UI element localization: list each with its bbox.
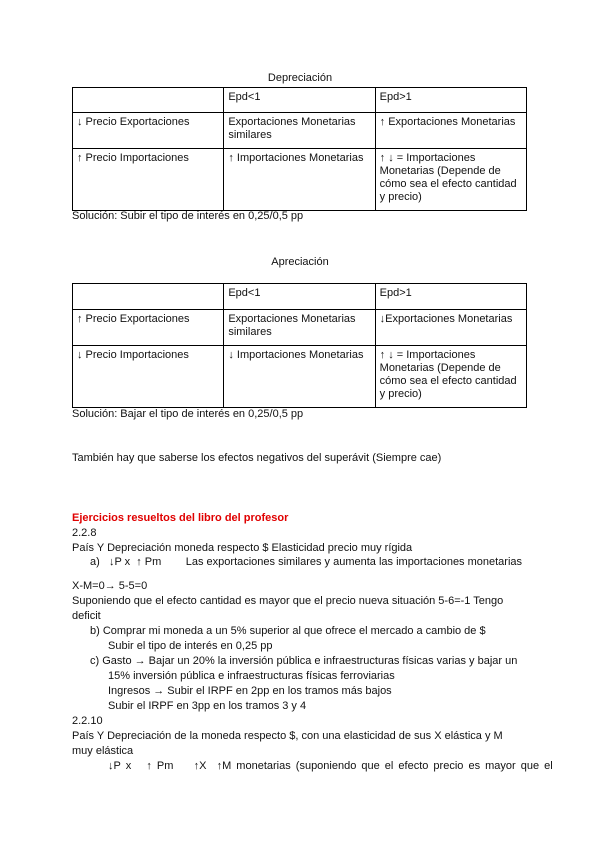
cell: ↑ Precio Exportaciones xyxy=(73,310,224,346)
appreciation-table xyxy=(72,283,527,408)
exercise-number: 2.2.10 xyxy=(72,715,103,727)
table-row xyxy=(73,113,527,149)
cell: ↑ ↓ = Importaciones Monetarias (Depende de cómo sea el efecto cantidad y precio) xyxy=(375,346,526,408)
cell: ↑ Precio Importaciones xyxy=(73,149,224,211)
text-line: Ingresos → Subir el IRPF en 2pp en los tramos más bajos xyxy=(108,685,392,697)
cell: ↓ Precio Importaciones xyxy=(73,346,224,408)
text-line: muy elástica xyxy=(72,745,134,757)
text-line: ↓P x ↑ Pm ↑X ↑M monetarias (suponiendo que el efecto precio es mayor que el xyxy=(108,760,553,772)
list-item: b) Comprar mi moneda a un 5% superior al que ofrece el mercado a cambio de $ xyxy=(90,625,486,637)
depreciation-table xyxy=(72,87,527,211)
text-line: Subir el IRPF en 3pp en los tramos 3 y 4 xyxy=(108,700,307,712)
text-line: 15% inversión pública e infraestructuras físicas ferroviarias xyxy=(108,670,395,682)
cell: Epd>1 xyxy=(375,88,526,113)
list-item: c) Gasto → Bajar un 20% la inversión pública e infraestructuras físicas varias y bajar un xyxy=(90,655,518,667)
cell: ↑ Exportaciones Monetarias xyxy=(375,113,526,149)
solution-apreciacion: Solución: Bajar el tipo de interés en 0,25/0,5 pp xyxy=(72,408,304,420)
cell xyxy=(73,88,224,113)
cell: ↓Exportaciones Monetarias xyxy=(375,310,526,346)
text-line: País Y Depreciación de la moneda respecto $, con una elasticidad de sus X elástica y M xyxy=(72,730,503,742)
cell: Exportaciones Monetarias similares xyxy=(224,113,375,149)
table-row xyxy=(73,88,527,113)
table-row xyxy=(73,310,527,346)
cell: ↓ Precio Exportaciones xyxy=(73,113,224,149)
text-line: Suponiendo que el efecto cantidad es mayor que el precio nueva situación 5-6=-1 Tengo xyxy=(72,595,504,607)
list-item: a) ↓P x ↑ Pm Las exportaciones similares y aumenta las importaciones monetarias xyxy=(90,556,523,568)
table-row xyxy=(73,346,527,408)
solution-depreciacion: Solución: Subir el tipo de interés en 0,25/0,5 pp xyxy=(72,210,304,222)
cell: ↑ Importaciones Monetarias xyxy=(224,149,375,211)
cell: Epd>1 xyxy=(375,284,526,310)
section-heading: Ejercicios resueltos del libro del profesor xyxy=(72,512,289,524)
table-title-depreciacion: Depreciación xyxy=(267,72,333,84)
table-title-apreciacion: Apreciación xyxy=(271,256,329,268)
cell: Epd<1 xyxy=(224,284,375,310)
text-line: Subir el tipo de interés en 0,25 pp xyxy=(108,640,273,652)
note-text: También hay que saberse los efectos negativos del superávit (Siempre cae) xyxy=(72,452,442,464)
exercise-number: 2.2.8 xyxy=(72,527,97,539)
cell: Exportaciones Monetarias similares xyxy=(224,310,375,346)
text-line: deficit xyxy=(72,610,101,622)
text-line: País Y Depreciación moneda respecto $ Elasticidad precio muy rígida xyxy=(72,542,413,554)
cell: Epd<1 xyxy=(224,88,375,113)
table-row xyxy=(73,149,527,211)
cell: ↑ ↓ = Importaciones Monetarias (Depende de cómo sea el efecto cantidad y precio) xyxy=(375,149,526,211)
text-line: X-M=0→ 5-5=0 xyxy=(72,580,148,592)
cell xyxy=(73,284,224,310)
cell: ↓ Importaciones Monetarias xyxy=(224,346,375,408)
table-row xyxy=(73,284,527,310)
